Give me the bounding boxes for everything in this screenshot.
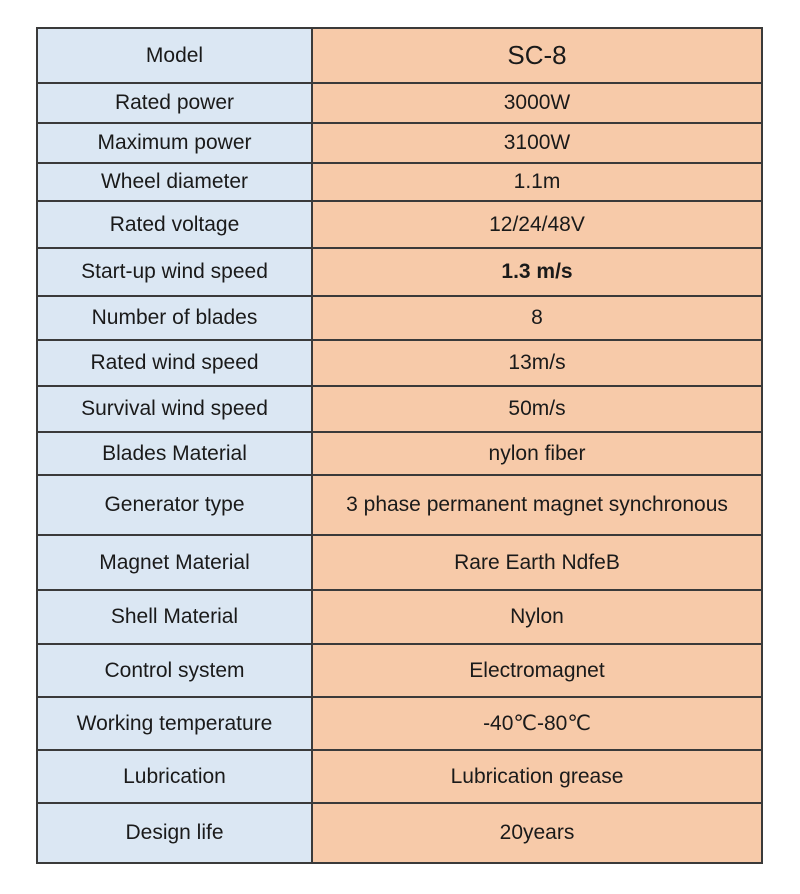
spec-value: Electromagnet xyxy=(312,644,762,697)
spec-label: Rated wind speed xyxy=(37,340,312,386)
spec-label: Magnet Material xyxy=(37,535,312,590)
spec-value: 3000W xyxy=(312,83,762,123)
spec-label: Design life xyxy=(37,803,312,863)
table-row xyxy=(37,803,762,863)
spec-label: Lubrication xyxy=(37,750,312,803)
table-row xyxy=(37,248,762,296)
spec-value: 13m/s xyxy=(312,340,762,386)
spec-label: Number of blades xyxy=(37,296,312,340)
spec-table xyxy=(36,27,763,864)
spec-label: Start-up wind speed xyxy=(37,248,312,296)
spec-label: Shell Material xyxy=(37,590,312,644)
spec-value: 3100W xyxy=(312,123,762,163)
table-row xyxy=(37,590,762,644)
spec-value: -40℃-80℃ xyxy=(312,697,762,750)
spec-value: 50m/s xyxy=(312,386,762,432)
table-row xyxy=(37,123,762,163)
spec-label: Model xyxy=(37,28,312,83)
table-row xyxy=(37,432,762,475)
spec-value: nylon fiber xyxy=(312,432,762,475)
table-row xyxy=(37,644,762,697)
table-row xyxy=(37,340,762,386)
spec-label: Blades Material xyxy=(37,432,312,475)
spec-value: 20years xyxy=(312,803,762,863)
table-row xyxy=(37,83,762,123)
spec-value: SC-8 xyxy=(312,28,762,83)
spec-label: Generator type xyxy=(37,475,312,535)
table-row xyxy=(37,750,762,803)
spec-label: Rated power xyxy=(37,83,312,123)
spec-label: Rated voltage xyxy=(37,201,312,248)
spec-label: Control system xyxy=(37,644,312,697)
table-row xyxy=(37,201,762,248)
spec-value: Lubrication grease xyxy=(312,750,762,803)
spec-value: 3 phase permanent magnet synchronous xyxy=(312,475,762,535)
spec-label: Maximum power xyxy=(37,123,312,163)
spec-value: 12/24/48V xyxy=(312,201,762,248)
table-row xyxy=(37,296,762,340)
spec-label: Working temperature xyxy=(37,697,312,750)
spec-value: 8 xyxy=(312,296,762,340)
table-row xyxy=(37,535,762,590)
spec-value: 1.3 m/s xyxy=(312,248,762,296)
table-row xyxy=(37,475,762,535)
table-row xyxy=(37,28,762,83)
spec-label: Wheel diameter xyxy=(37,163,312,201)
spec-value: Rare Earth NdfeB xyxy=(312,535,762,590)
spec-value: 1.1m xyxy=(312,163,762,201)
table-row xyxy=(37,386,762,432)
table-row xyxy=(37,697,762,750)
spec-value: Nylon xyxy=(312,590,762,644)
spec-label: Survival wind speed xyxy=(37,386,312,432)
table-row xyxy=(37,163,762,201)
